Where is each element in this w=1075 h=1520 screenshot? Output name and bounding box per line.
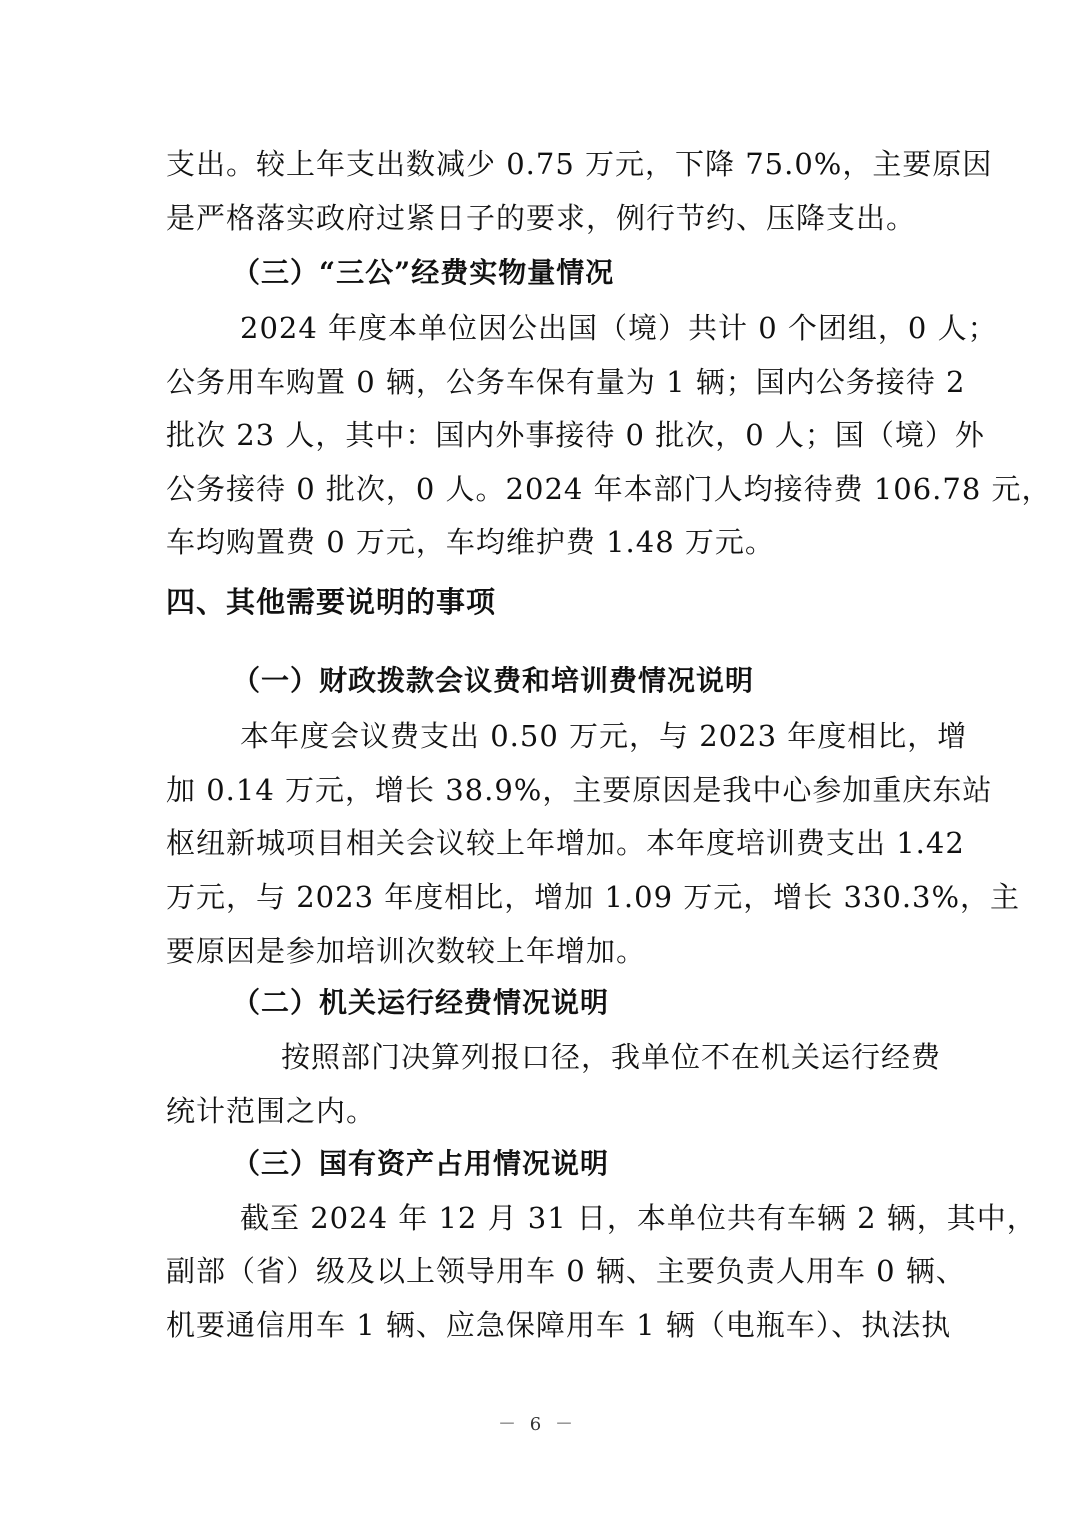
paragraph-line: 2024 年度本单位因公出国（境）共计 0 个团组，0 人； xyxy=(240,311,998,345)
paragraph-line: 车均购置费 0 万元，车均维护费 1.48 万元。 xyxy=(166,525,775,559)
page-number: － 6 － xyxy=(498,1414,577,1435)
paragraph-line: 按照部门决算列报口径，我单位不在机关运行经费 xyxy=(281,1040,942,1074)
paragraph-line: 公务接待 0 批次，0 人。2024 年本部门人均接待费 106.78 元， xyxy=(166,472,1052,506)
paragraph-line: 要原因是参加培训次数较上年增加。 xyxy=(166,934,647,968)
subheading-state-assets: （三）国有资产占用情况说明 xyxy=(232,1147,610,1180)
section-heading-other-matters: 四、其他需要说明的事项 xyxy=(166,585,497,619)
paragraph-line: 副部（省）级及以上领导用车 0 辆、主要负责人用车 0 辆、 xyxy=(166,1254,966,1288)
paragraph-line: 统计范围之内。 xyxy=(166,1094,377,1128)
subheading-operating-expenses: （二）机关运行经费情况说明 xyxy=(232,986,610,1019)
paragraph-line: 截至 2024 年 12 月 31 日，本单位共有车辆 2 辆，其中， xyxy=(240,1201,1037,1235)
subheading-meeting-training: （一）财政拨款会议费和培训费情况说明 xyxy=(232,664,755,697)
paragraph-line: 万元，与 2023 年度相比，增加 1.09 万元，增长 330.3%，主 xyxy=(166,880,1021,914)
paragraph-line: 批次 23 人，其中：国内外事接待 0 批次，0 人；国（境）外 xyxy=(166,418,985,452)
paragraph-line: 是严格落实政府过紧日子的要求，例行节约、压降支出。 xyxy=(166,201,917,235)
paragraph-line: 机要通信用车 1 辆、应急保障用车 1 辆（电瓶车）、执法执 xyxy=(166,1308,952,1342)
paragraph-line: 本年度会议费支出 0.50 万元，与 2023 年度相比，增 xyxy=(240,719,968,753)
paragraph-line: 支出。较上年支出数减少 0.75 万元，下降 75.0%，主要原因 xyxy=(166,147,993,181)
paragraph-line: 枢纽新城项目相关会议较上年增加。本年度培训费支出 1.42 xyxy=(166,826,965,860)
paragraph-line: 加 0.14 万元，增长 38.9%，主要原因是我中心参加重庆东站 xyxy=(166,773,993,807)
paragraph-line: 公务用车购置 0 辆，公务车保有量为 1 辆；国内公务接待 2 xyxy=(166,365,966,399)
subheading-physical-quantity: （三）“三公”经费实物量情况 xyxy=(232,256,615,289)
